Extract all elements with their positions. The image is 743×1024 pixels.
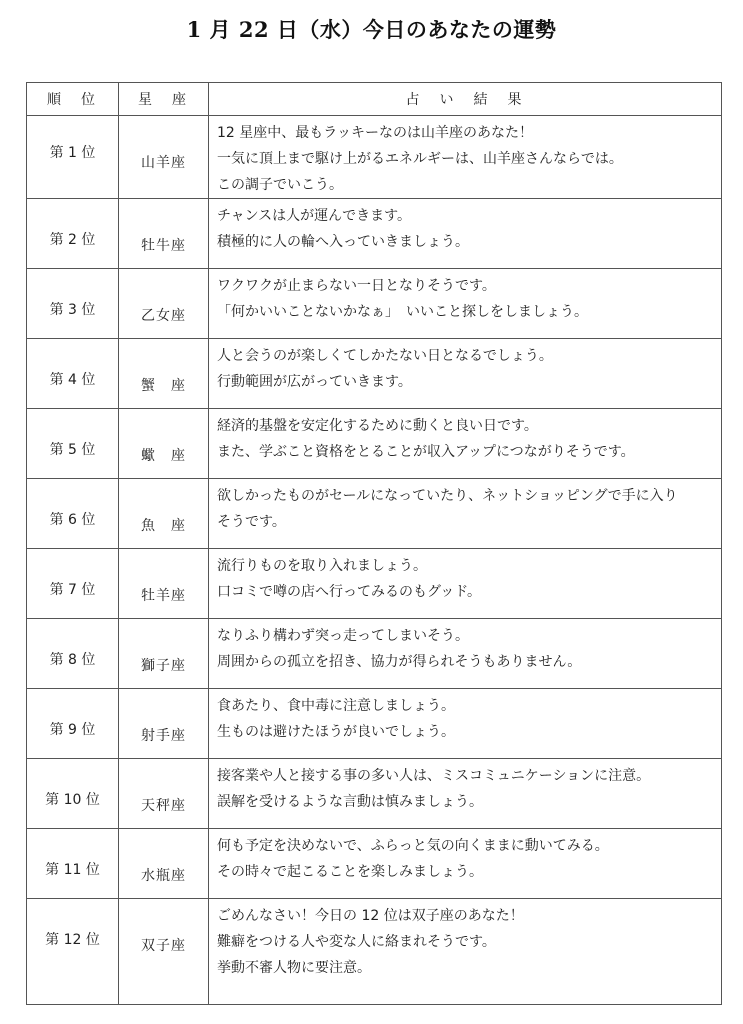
fortune-table [26,82,722,1005]
header-rank: 順 位 [27,83,119,116]
result-line: 誤解を受けるような言動は慎みましょう。 [217,794,483,810]
result-line: そうです。 [217,514,286,530]
page-title: 1 月 22 日（水）今日のあなたの運勢 [186,17,557,42]
rank-label: 第 1 位 [49,145,96,161]
rank-label: 第 2 位 [49,232,96,248]
result-line: 難癖をつける人や変な人に絡まれそうです。 [217,934,496,950]
rank-label: 第 5 位 [49,442,96,458]
result-line: また、学ぶこと資格をとることが収入アップにつながりそうです。 [217,444,635,460]
table-row [27,116,722,199]
result-line: 「何かいいことないかなぁ」 いいこと探しをしましょう。 [217,304,588,320]
result-cell [209,829,722,899]
result-line: 人と会うのが楽しくてしかたない日となるでしょう。 [217,348,553,364]
table-body [27,116,722,1005]
result-line: 接客業や人と接する事の多い人は、ミスコミュニケーションに注意。 [217,768,651,784]
table-row [27,199,722,269]
result-line: 口コミで噂の店へ行ってみるのもグッド。 [217,584,482,600]
result-line: 一気に頂上まで駆け上がるエネルギーは、山羊座さんならでは。 [217,151,623,167]
sign-cell [119,339,209,409]
sign-cell [119,829,209,899]
rank-label: 第 3 位 [49,302,96,318]
sign-cell [119,549,209,619]
result-cell [209,339,722,409]
header-sign: 星 座 [119,83,209,116]
sign-cell [119,116,209,199]
result-cell [209,409,722,479]
rank-label: 第 6 位 [49,512,96,528]
sign-label: 蠍 座 [141,448,186,464]
rank-label: 第 11 位 [45,862,100,878]
sign-cell [119,619,209,689]
result-line: 行動範囲が広がっていきます。 [217,374,412,390]
sign-label: 牡羊座 [141,588,186,604]
result-cell [209,199,722,269]
result-line: 経済的基盤を安定化するために動くと良い日です。 [217,418,538,434]
result-cell [209,689,722,759]
result-line: ごめんなさい！今日の 12 位は双子座のあなた！ [217,908,524,924]
sign-cell [119,409,209,479]
table-row [27,759,722,829]
rank-cell [27,479,119,549]
rank-label: 第 12 位 [45,932,100,948]
result-cell [209,269,722,339]
result-cell [209,549,722,619]
result-line: 食あたり、食中毒に注意しましょう。 [217,698,455,714]
rank-label: 第 10 位 [45,792,100,808]
sign-label: 水瓶座 [141,868,186,884]
table-row [27,549,722,619]
sign-label: 牡牛座 [141,238,186,254]
table-row [27,619,722,689]
rank-label: 第 9 位 [49,722,96,738]
result-line: 生ものは避けたほうが良いでしょう。 [217,724,455,740]
rank-cell [27,269,119,339]
result-cell [209,116,722,199]
result-cell [209,479,722,549]
result-line: 積極的に人の輪へ入っていきましょう。 [217,234,469,250]
sign-cell [119,479,209,549]
sign-cell [119,759,209,829]
result-line: 欲しかったものがセールになっていたり、ネットショッピングで手に入り [217,488,678,504]
table-header-row [27,83,722,116]
sign-label: 獅子座 [141,658,186,674]
sign-label: 双子座 [141,938,186,954]
rank-label: 第 8 位 [49,652,96,668]
table-row [27,899,722,1005]
result-cell [209,899,722,1005]
sign-label: 天秤座 [141,798,186,814]
rank-cell [27,689,119,759]
result-cell [209,619,722,689]
result-line: 何も予定を決めないで、ふらっと気の向くままに動いてみる。 [217,838,609,854]
result-cell [209,759,722,829]
sign-cell [119,689,209,759]
table-row [27,689,722,759]
rank-cell [27,199,119,269]
rank-label: 第 7 位 [49,582,96,598]
rank-cell [27,619,119,689]
rank-cell [27,759,119,829]
sign-label: 蟹 座 [141,378,186,394]
result-line: この調子でいこう。 [217,177,343,193]
sign-label: 乙女座 [141,308,186,324]
result-line: 12 星座中、最もラッキーなのは山羊座のあなた！ [217,125,533,141]
sign-cell [119,269,209,339]
result-line: ワクワクが止まらない一日となりそうです。 [217,278,496,294]
result-line: チャンスは人が運んできます。 [217,208,412,224]
rank-cell [27,409,119,479]
table-row [27,339,722,409]
result-line: 流行りものを取り入れましょう。 [217,558,427,574]
result-line: その時々で起こることを楽しみましょう。 [217,864,483,880]
sign-label: 魚 座 [141,518,186,534]
rank-cell [27,899,119,1005]
table-row [27,479,722,549]
rank-cell [27,339,119,409]
table-row [27,269,722,339]
rank-cell [27,116,119,199]
sign-label: 山羊座 [141,155,186,171]
result-line: 挙動不審人物に要注意。 [217,960,371,976]
sign-cell [119,199,209,269]
table-row [27,829,722,899]
table-row [27,409,722,479]
result-line: なりふり構わず突っ走ってしまいそう。 [217,628,469,644]
sign-label: 射手座 [141,728,186,744]
rank-label: 第 4 位 [49,372,96,388]
sign-cell [119,899,209,1005]
rank-cell [27,549,119,619]
result-line: 周囲からの孤立を招き、協力が得られそうもありません。 [217,654,582,670]
rank-cell [27,829,119,899]
header-result: 占 い 結 果 [209,83,722,116]
